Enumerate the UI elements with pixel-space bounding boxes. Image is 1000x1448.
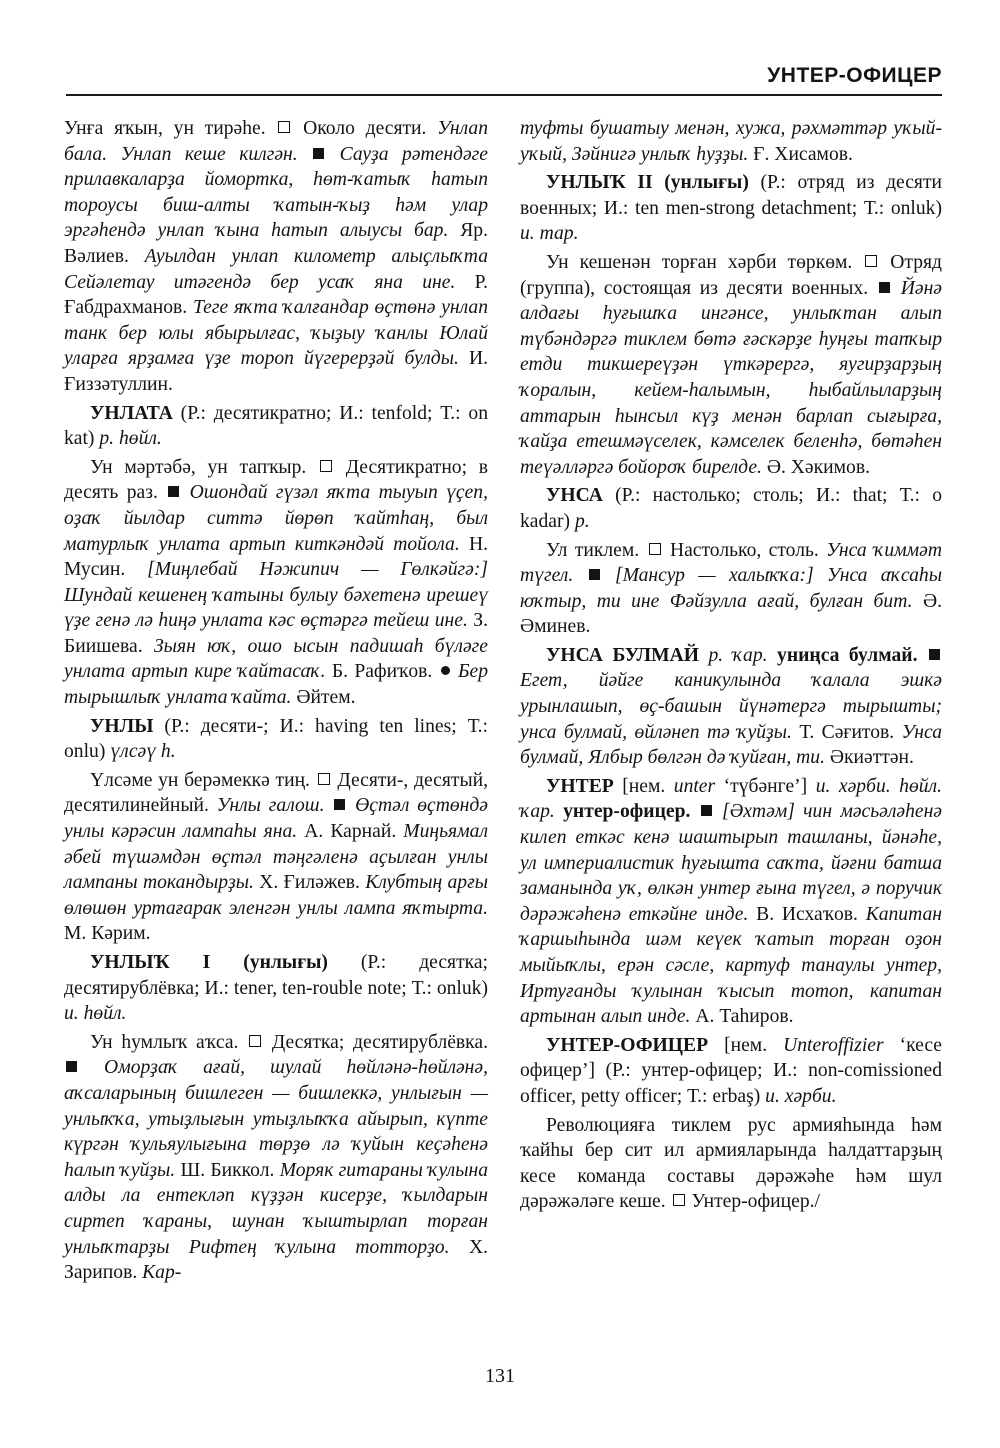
dictionary-paragraph <box>64 950 488 1027</box>
plain-text: Ш. Биккол. <box>175 1159 280 1181</box>
dictionary-paragraph <box>520 116 942 167</box>
filled-square-icon <box>701 805 712 816</box>
plain-text: Үлсәме ун берәмеккә тиң. <box>90 769 316 791</box>
headword: УНЛЫҠ I (унлығы) <box>90 952 328 973</box>
plain-text: Десятикратно; в десять раз. <box>64 456 488 504</box>
plain-text: М. Кәрим. <box>64 923 151 945</box>
plain-text: Ә. Әминев. <box>520 590 942 638</box>
italic-text: Егет, йәйге каникулында ҡалала эшкә урынлашып, өҫ-башын йүнәтергә тырышты; унса булмай, өйләнеп тә ҡуйҙы. <box>520 670 942 743</box>
open-square-icon <box>318 773 330 785</box>
filled-square-icon <box>929 649 940 660</box>
italic-text: Унса булмай, Ялбыр бөлгән дә ҡуйған, ти. <box>520 721 942 769</box>
italic-text: Клубтың арғы өлөшөн уртағарак эленгән унлы лампа яҡтырта. <box>64 872 488 919</box>
header-title: УНТЕР-ОФИЦЕР <box>767 64 942 87</box>
filled-square-icon <box>879 282 890 293</box>
open-square-icon <box>673 1194 685 1206</box>
italic-text: Миңьямал әбей түшәмдән өҫтәл тәңгәленә аҫылған унлы лампаны токандырҙы. <box>64 821 488 894</box>
italic-text: Кар- <box>142 1262 182 1284</box>
plain-text: Ул тиклем. <box>546 539 647 561</box>
open-square-icon <box>649 543 661 555</box>
italic-text: и. хәрби. <box>765 1085 837 1107</box>
italic-text: unter <box>673 775 716 797</box>
headword: УНСА <box>546 485 603 507</box>
plain-text: Унға яҡын, ун тирәһе. <box>64 118 277 139</box>
italic-text: Капитан ҡаршыһында шәм кеүек ҡатып торған оҙон мыйыҡлы, ерән сәсле, картуф танаулы унтер, Иртуғанды ҡулынан ҡысып тотоп, капитан артынан алып инде. <box>520 903 942 1028</box>
plain-text: Х. Ғиләжев. <box>253 872 366 894</box>
headword: УНТЕР <box>546 775 614 797</box>
italic-text: р. ҡар. <box>708 644 768 666</box>
right-column <box>520 116 942 1218</box>
plain-text: (Р.: десятка; десятирублёвка; И.: tener, ten-rouble note; Т.: onluk) <box>64 952 488 999</box>
plain-text: ‘түбәнге’] <box>715 775 816 797</box>
plain-text: Десятка; десятирублёвка. <box>263 1031 488 1053</box>
open-square-icon <box>865 255 877 267</box>
italic-text: Теге яҡта ҡалғандар өҫтөнә унлап танк бер юлы ябырылғас, ҡыҙыу ҡанлы Юлай уларға ярҙамға үҙе тороп йүгерерҙәй булды. <box>64 297 488 370</box>
plain-text: Н. Мусин. <box>64 533 488 581</box>
italic-text: и. тар. <box>520 223 579 245</box>
italic-text: р. <box>574 510 590 532</box>
filled-square-icon <box>66 1061 77 1072</box>
dictionary-paragraph <box>520 483 942 534</box>
italic-text: Бер тырышлыҡ унлата ҡайта. <box>64 661 488 709</box>
italic-text: Йәнә алдағы һуғышҡа ингәнсе, унлыҡтан алып түбәндәргә тиклем бөтә ғәскәрҙе һуңғы тапҡыр етди тикшереүҙән үткәрергә, яугирҙарҙың ҡоралын, кейем-һалымын, һыбайлыларҙың аттарын һынсыл күҙ менән барлап сығырға, ҡайҙа етешмәүселек, кәмселек беленһә, бөтәһен теүәлләргә бойороҡ бирелде. <box>520 277 943 478</box>
dictionary-paragraph <box>64 116 488 398</box>
plain-text: (Р.: десятикратно; И.: tenfold; Т.: on kat) <box>64 402 488 450</box>
headword: УНТЕР-ОФИЦЕР <box>546 1034 709 1056</box>
italic-text: Ошондай гүзәл яҡта тыуып үҫеп, оҙаҡ йылдар ситтә йөрөп ҡайтһаң, был матурлыҡ унлата артып киткәндәй тойола. <box>64 482 488 555</box>
dictionary-paragraph <box>520 1113 942 1215</box>
dictionary-paragraph <box>64 401 488 452</box>
plain-text: В. Исхаҡов. <box>748 903 866 925</box>
italic-text: Моряк гитараны ҡулына алды ла ентекләп күҙҙән кисерҙе, ҡылдарын сиртеп ҡараны, шунан ҡыштырлап торған унлыҡтарҙы Рифтең ҡулына тотторҙо. <box>64 1159 488 1258</box>
dictionary-paragraph <box>520 643 942 771</box>
plain-text <box>768 645 778 666</box>
headword: униңса булмай. <box>777 644 918 666</box>
dictionary-paragraph <box>64 1030 488 1286</box>
italic-text: [Мансур — халыҡҡа:] Унса аҡсаһы юҡтыр, ти ине Фәйзулла ағай, булған бит. <box>520 565 942 612</box>
plain-text: И. Ғиззәтуллин. <box>64 348 488 395</box>
plain-text: Настолько, столь. <box>662 539 827 561</box>
italic-text: Оморҙаҡ ағай, шулай һөйләнә-һөйләнә, аҡсаларының бишлеген — бишлеккә, унлығын — унлыҡҡа, утыҙлығын утыҙлыҡҡа айырып, күпте күргән ҡульяулығына төрҙө лә ҡуйын кеҫәһенә һалып ҡуйҙы. <box>64 1057 488 1181</box>
open-square-icon <box>278 121 290 133</box>
plain-text <box>690 801 698 822</box>
open-square-icon <box>320 460 332 472</box>
filled-square-icon <box>168 486 179 497</box>
filled-square-icon <box>334 799 345 810</box>
plain-text: (Р.: настолько; столь; И.: that; Т.: o kadar) <box>520 485 942 532</box>
plain-text: [нем. <box>708 1034 784 1056</box>
plain-text: Т. Сәғитов. <box>791 721 902 743</box>
plain-text: Х. Зарипов. <box>64 1236 488 1284</box>
italic-text: Сауҙа рәтендәге прилавкаларҙа йоморткa, һөт-ҡатыҡ һатып тороусы биш-алты ҡатын-ҡыҙ һәм улар эргәһендә унлап ҡына һатып алыусы бар. <box>64 143 488 242</box>
dictionary-paragraph <box>520 170 942 247</box>
plain-text: Р. Ғабдрахманов. <box>64 271 488 319</box>
italic-text: Зыян юҡ, ошо ысын падишаһ бүләге унлата артып кире ҡайтасаҡ. <box>64 635 488 683</box>
plain-text: Ун һумлыҡ аҡса. <box>90 1031 248 1053</box>
headword: УНЛЫҠ II (унлығы) <box>546 172 749 194</box>
italic-text: и. хәрби. һөйл. ҡар. <box>520 775 942 823</box>
italic-text: Unteroffizier <box>783 1034 884 1056</box>
plain-text: А. Таһиров. <box>690 1006 794 1028</box>
page-number: 131 <box>485 1365 515 1387</box>
italic-text: үлсәү һ. <box>110 741 176 763</box>
italic-text: Ауылдан унлап километр алыҫлыҡта Сейәлетау итәгендә бер усаҡ яна ине. <box>64 245 488 293</box>
bullet-dot-icon <box>441 666 450 675</box>
italic-text: туфты бушатыу менән, хужа, рәхмәттәр уҡый-уҡый, Зәйнигә унлыҡ һуҙҙы. <box>520 118 942 165</box>
italic-text: Унлы галош. <box>216 795 333 817</box>
plain-text: Ә. Хәкимов. <box>761 456 870 478</box>
plain-text: Около десяти. <box>292 118 438 139</box>
plain-text: ‘кесе офицер’] (Р.: унтер-офицер; И.: non-comissioned officer, petty officer; Т.: erbaş) <box>520 1034 942 1107</box>
running-header <box>66 58 942 96</box>
filled-square-icon <box>313 148 324 159</box>
plain-text <box>917 645 927 666</box>
italic-text: Унлап бала. Унлап кеше килгән. <box>64 118 488 165</box>
plain-text: Десяти-, десятый, десятилинейный. <box>64 769 488 817</box>
plain-text <box>555 801 563 822</box>
plain-text: А. Карнай. <box>297 821 404 843</box>
plain-text: Ғ. Хисамов. <box>748 143 853 165</box>
italic-text: [Әхтәм] чин мәсьәләһенә килеп еткәс кенә шаштырып ташланы, йәнәһе, ул империалистик һуғышта саҡта, йәғни батша заманында уҡ, өлкән унтер ғына түгел, ә поручик дәрәжәһенә еткәйне инде. <box>520 801 942 925</box>
plain-text <box>699 645 709 666</box>
italic-text: и. һөйл. <box>64 1003 127 1025</box>
plain-text: Б. Рафиҡов. <box>325 661 439 683</box>
dictionary-paragraph <box>520 250 942 480</box>
plain-text: [нем. <box>613 775 674 797</box>
filled-square-icon <box>589 569 600 580</box>
plain-text: Революцияға тиклем рус армияһында һәм ҡайһы бер сит ил армияларында һалдаттарҙың кесе команда составы дәрәжәһе һәм шул дәрәжәләге кеше. <box>520 1114 942 1213</box>
plain-text: Яр. Вәлиев. <box>64 220 488 267</box>
dictionary-paragraph <box>64 455 488 711</box>
plain-text: Ун мәртәбә, ун тапҡыр. <box>90 456 318 478</box>
plain-text: Унтер-офицер./ <box>686 1191 820 1213</box>
headword: унтер-офицер. <box>563 801 691 823</box>
italic-text: Өҫтәл өҫтөндә унлы кәрәсин лампаһы яна. <box>64 795 488 843</box>
plain-text: Ун кешенән торған хәрби төркөм. <box>546 251 864 273</box>
dictionary-paragraph <box>520 774 942 1030</box>
plain-text: (Р.: отряд из десяти военных; И.: ten men-strong detachment; Т.: onluk) <box>520 172 942 219</box>
plain-text: З. Биишева. <box>64 610 488 657</box>
headword: УНЛАТА <box>90 402 173 424</box>
headword: УНСА БУЛМАЙ <box>546 644 699 666</box>
dictionary-paragraph <box>520 1033 942 1110</box>
dictionary-paragraph <box>520 538 942 640</box>
plain-text: Отряд (группа), состоящая из десяти военных. <box>520 251 942 299</box>
headword: УНЛЫ <box>90 715 154 737</box>
plain-text: Әкиәттән. <box>824 747 914 769</box>
plain-text: (Р.: десяти-; И.: having ten lines; Т.: onlu) <box>64 715 488 763</box>
italic-text: р. һөйл. <box>99 428 162 450</box>
italic-text: [Миңлебай Нәжипич — Гөлкәйгә:] Шундай кешенең ҡатыны булыу бәхетенә ирешеү үҙе генә лә һиңә унлата кәс өҫтәргә тейеш ине. <box>64 559 489 632</box>
plain-text: Әйтем. <box>291 687 356 709</box>
italic-text: Унса ҡиммәт түгел. <box>520 539 942 587</box>
open-square-icon <box>249 1035 261 1047</box>
dictionary-paragraph <box>64 768 488 947</box>
dictionary-paragraph <box>64 714 488 765</box>
left-column <box>64 116 488 1289</box>
